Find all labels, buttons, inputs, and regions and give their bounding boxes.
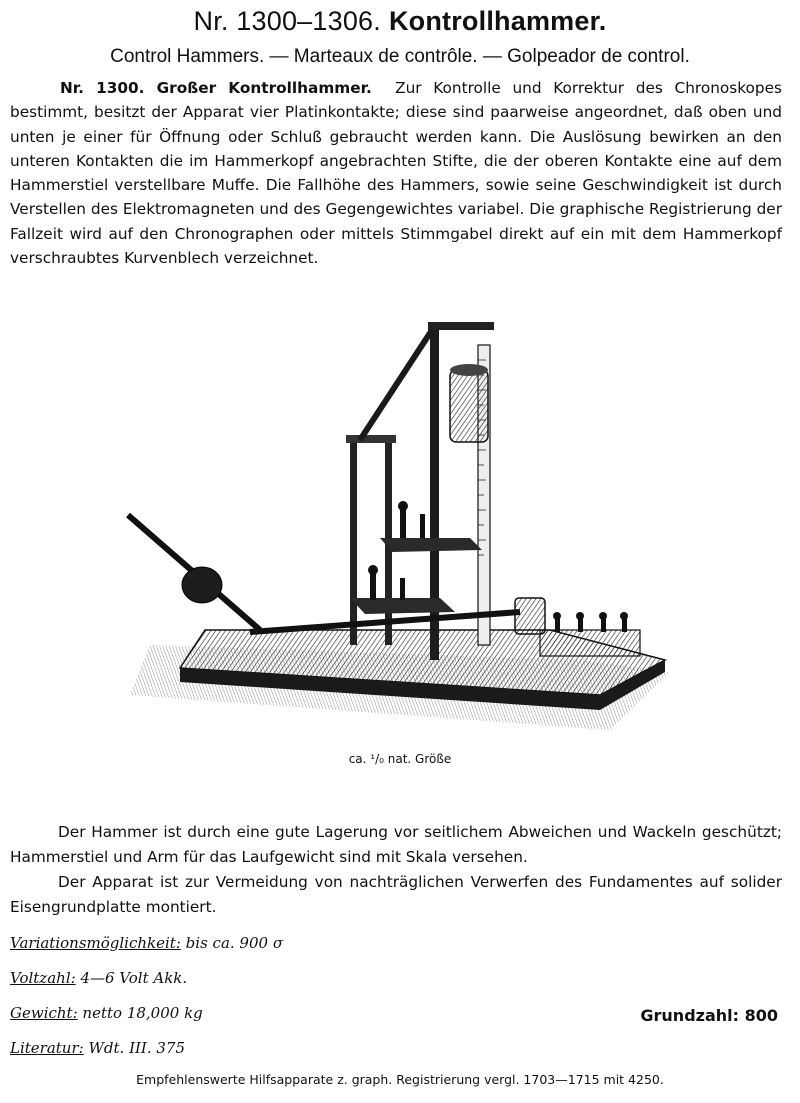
column	[350, 440, 357, 645]
spec-label: Voltzahl:	[10, 969, 76, 987]
spec-value: netto 18,000 kg	[82, 1004, 203, 1022]
counterweight	[182, 567, 222, 603]
lower-platform	[350, 598, 455, 614]
catalog-number-range: Nr. 1300–1306.	[193, 6, 381, 36]
product-title: Kontrollhammer.	[388, 6, 607, 36]
spec-value: 4—6 Volt Akk.	[80, 969, 188, 987]
top-crossbar	[428, 322, 494, 330]
crossbar	[346, 435, 396, 443]
spec-value: Wdt. III. 375	[88, 1039, 186, 1057]
hammer-head	[515, 598, 545, 634]
description-paragraph-2: Der Apparat ist zur Vermeidung von nachträglichen Verwerfen des Fundamentes auf solider Eisengrundplatte montiert.	[10, 873, 782, 916]
spec-literature	[10, 1039, 185, 1057]
spec-variation	[10, 934, 283, 952]
spec-label: Gewicht:	[10, 1004, 78, 1022]
footer-note: Empfehlenswerte Hilfsapparate z. graph. Registrierung vergl. 1703—1715 mit 4250.	[136, 1072, 664, 1087]
spec-voltage	[10, 969, 187, 987]
terminal-block	[540, 630, 640, 656]
figure-caption: ca. ¹/₀ nat. Größe	[348, 752, 452, 766]
spec-label: Variationsmöglichkeit:	[10, 934, 181, 952]
intro-paragraph	[10, 76, 782, 270]
intro-lead: Nr. 1300. Großer Kontrollhammer.	[60, 79, 372, 97]
electromagnet	[450, 370, 488, 442]
grundzahl-price: Grundzahl: 800	[640, 1006, 778, 1025]
description-paragraph-1: Der Hammer ist durch eine gute Lagerung vor seitlichem Abweichen und Wackeln geschützt; Hammerstiel und Arm für das Laufgewicht sind mit Skala versehen.	[10, 823, 782, 866]
spec-weight	[10, 1004, 203, 1022]
page-title	[0, 6, 800, 37]
diagonal-arm	[360, 330, 432, 440]
intro-text: Zur Kontrolle und Korrektur des Chronoskopes bestimmt, besitzt der Apparat vier Platinkontakte; diese sind paarweise angeordnet, daß oben und unten je einer für Öffnung oder Schluß gebraucht werden kann. Die Auslösung bewirken an den unteren Kontakten die im Hammerkopf angebrachten Stifte, die der oberen Kontakte eine auf dem Hammerstiel verstellbare Muffe. Die Fallhöhe des Hammers, sowie seine Geschwindigkeit ist durch Verstellen des Elektromagneten und des Gegengewichtes variabel. Die graphische Registrierung der Fallzeit wird auf den Chronographen oder mittels Stimmgabel direkt auf ein mit dem Hammerkopf verschraubtes Kurvenblech verzeichnet.	[10, 79, 782, 268]
kontrollhammer-illustration	[110, 300, 690, 740]
upper-platform	[380, 538, 482, 552]
spec-value: bis ca. 900 σ	[185, 934, 284, 952]
translated-subtitle: Control Hammers. — Marteaux de contrôle. — Golpeador de control.	[110, 46, 690, 67]
spec-label: Literatur:	[10, 1039, 84, 1057]
